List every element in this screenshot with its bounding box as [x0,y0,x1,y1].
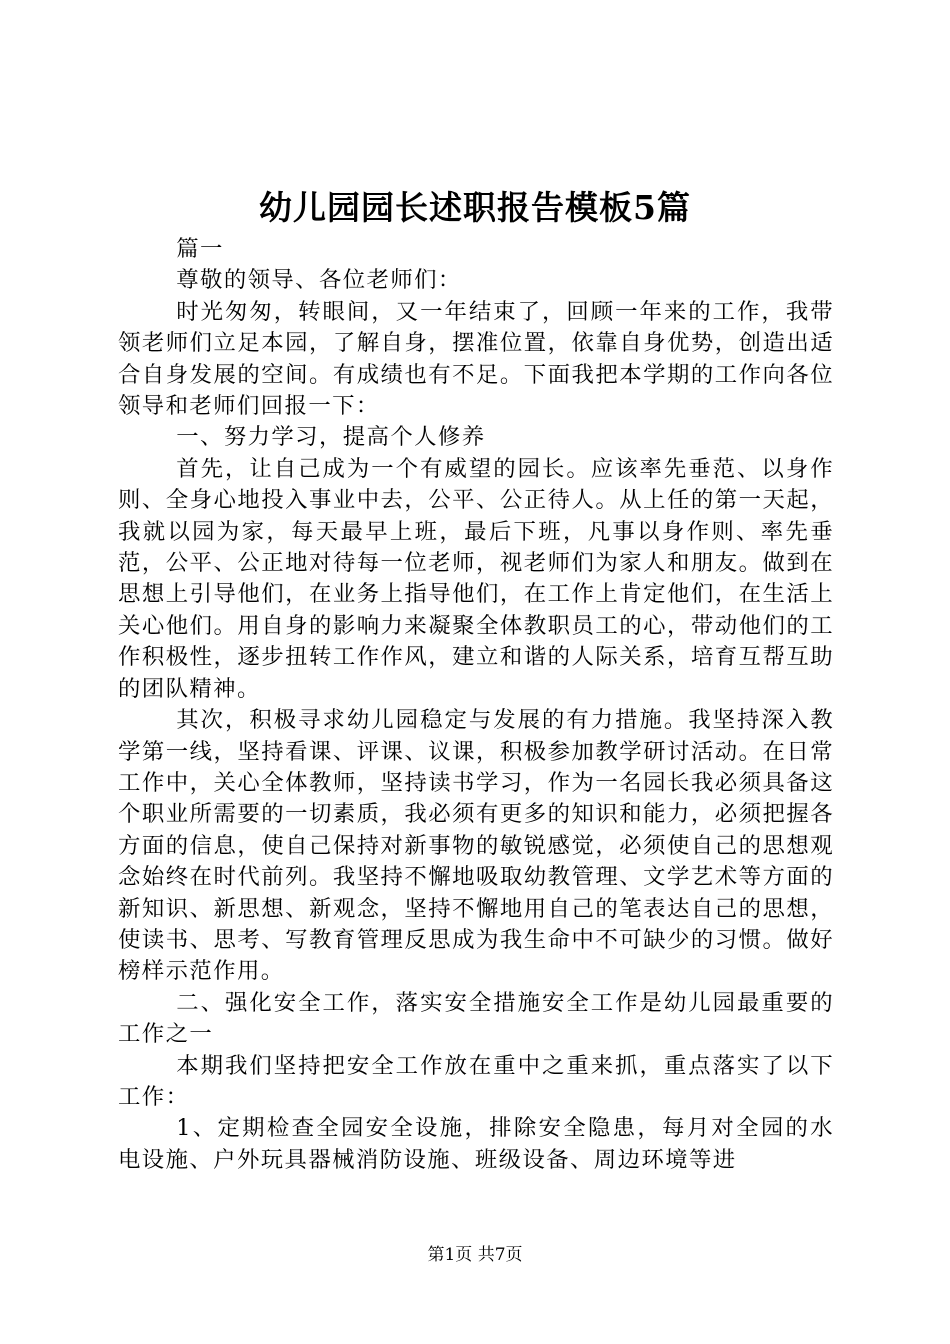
paragraph: 首先，让自己成为一个有威望的园长。应该率先垂范、以身作则、全身心地投入事业中去，公平、公正待人。从上任的第一天起，我就以园为家，每天最早上班，最后下班，凡事以身作则、率先垂范，公平、公正地对待每一位老师，视老师们为家人和朋友。做到在思想上引导他们，在业务上指导他们，在工作上肯定他们，在生活上关心他们。用自身的影响力来凝聚全体教职员工的心，带动他们的工作积极性，逐步扭转工作作风，建立和谐的人际关系，培育互帮互助的团队精神。 [118,455,834,702]
document-title: 幼儿园园长述职报告模板5篇 [259,188,691,227]
section-heading: 二、强化安全工作，落实安全措施安全工作是幼儿园最重要的工作之一 [118,989,834,1048]
paragraph: 本期我们坚持把安全工作放在重中之重来抓，重点落实了以下工作： [118,1052,834,1110]
document-body [118,234,834,1176]
section-heading: 篇一 [176,236,224,262]
salutation: 尊敬的领导、各位老师们： [176,267,462,294]
list-item: 1、定期检查全园安全设施，排除安全隐患，每月对全园的水电设施、户外玩具器械消防设施、班级设备、周边环境等进 [118,1115,834,1173]
section-heading: 一、努力学习，提高个人修养 [176,424,486,451]
paragraph: 时光匆匆，转眼间，又一年结束了，回顾一年来的工作，我带领老师们立足本园，了解自身，摆准位置，依靠自身优势，创造出适合自身发展的空间。有成绩也有不足。下面我把本学期的工作向各位领导和老师们回报一下： [118,298,834,420]
page-number: 第1页 共7页 [427,1245,523,1265]
paragraph: 其次，积极寻求幼儿园稳定与发展的有力措施。我坚持深入教学第一线，坚持看课、评课、议课，积极参加教学研讨活动。在日常工作中，关心全体教师，坚持读书学习，作为一名园长我必须具备这个职业所需要的一切素质，我必须有更多的知识和能力，必须把握各方面的信息，使自己保持对新事物的敏锐感觉，必须使自己的思想观念始终在时代前列。我坚持不懈地吸取幼教管理、文学艺术等方面的新知识、新思想、新观念，坚持不懈地用自己的笔表达自己的思想，使读书、思考、写教育管理反思成为我生命中不可缺少的习惯。做好榜样示范作用。 [118,707,834,985]
